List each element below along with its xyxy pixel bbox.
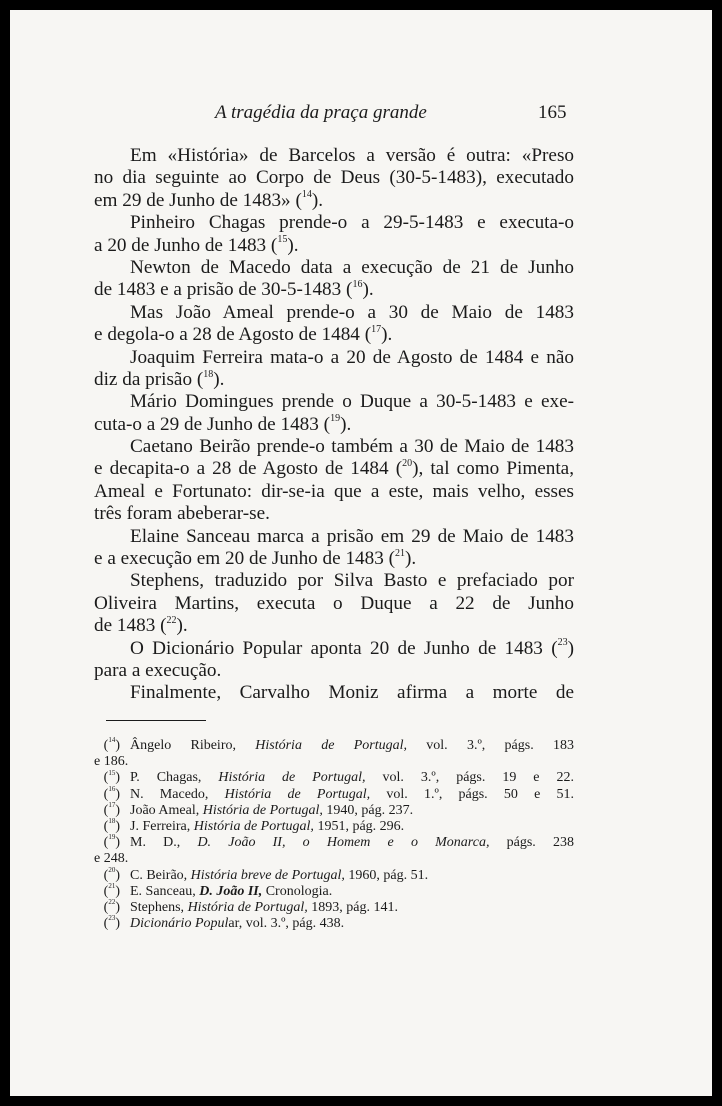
book-page (10, 10, 712, 1096)
text-line: Ameal e Fortunato: dir-se-ia que a este, mais velho, esses (94, 480, 574, 502)
footnote-number: ($^{21}$) (103, 882, 120, 899)
footnote-number: ($^{14}$) (103, 736, 120, 753)
text-line: de 1483 e a prisão de 30-5-1483 ($^{16}$). (94, 278, 374, 301)
footnote-text: João Ameal, História de Portugal, 1940, pág. 237. (130, 802, 414, 818)
footnote-number: ($^{22}$) (103, 898, 120, 915)
footnote-line (94, 835, 574, 851)
footnote-number: ($^{20}$) (103, 865, 120, 883)
text-line: e decapita-o a 28 de Agosto de 1484 ($^{20}$), tal como Pimenta, (94, 458, 574, 480)
text-line: no dia seguinte ao Corpo de Deus (30-5-1483), executado (94, 167, 574, 189)
footnote-line (94, 784, 575, 803)
footnote-number: ($^{15}$) (103, 768, 120, 786)
text-line: Mas João Ameal prende-o a 30 de Maio de 1483 (130, 301, 574, 323)
page-number: 165 (538, 102, 567, 123)
footnote-text: e 186. (94, 754, 129, 770)
body-text (94, 145, 574, 705)
footnote-text: Dicionário Popular, vol. 3.º, pág. 438. (130, 916, 345, 932)
page-header (10, 102, 712, 132)
text-line: Elaine Sanceau marca a prisão em 29 de Maio de 1483 (130, 525, 574, 547)
footnote-text: Ângelo Ribeiro, História de Portugal, vol. 3.º, págs. 183 (130, 738, 574, 753)
text-line: e a execução em 20 de Junho de 1483 ($^{21}$). (94, 547, 417, 570)
text-line: Caetano Beirão prende-o também a 30 de Maio de 1483 (130, 436, 574, 458)
text-line: três foram abeberar-se. (94, 503, 270, 525)
running-title: A tragédia da praça grande (215, 102, 427, 123)
footnote-line (94, 754, 574, 770)
footnote-text: C. Beirão, História breve de Portugal, 1960, pág. 51. (130, 867, 429, 883)
text-line: Newton de Macedo data a execução de 21 de Junho (130, 256, 574, 278)
footnote-text: P. Chagas, História de Portugal, vol. 3.º, págs. 19 e 22. (130, 770, 574, 786)
footnote-text: e 248. (94, 851, 129, 867)
footnote-line (94, 738, 574, 754)
footnote-number: ($^{17}$) (103, 801, 120, 818)
footnotes (94, 738, 574, 932)
text-line: Em «História» de Barcelos a versão é outra: «Preso (130, 145, 574, 166)
footnote-separator (106, 720, 206, 721)
text-line: Mário Domingues prende o Duque a 30-5-1483 e exe- (130, 391, 574, 413)
text-line: diz da prisão ($^{18}$). (94, 368, 225, 390)
footnote-line (94, 851, 574, 867)
text-line: Finalmente, Carvalho Moniz afirma a morte de (130, 682, 574, 704)
footnote-text: E. Sanceau, D. João II, Cronologia. (130, 883, 333, 899)
text-line: Stephens, traduzido por Silva Basto e prefaciado por (130, 570, 574, 592)
footnote-number: ($^{16}$) (103, 784, 120, 802)
footnote-line (94, 900, 574, 916)
text-line: Oliveira Martins, executa o Duque a 22 de Junho (94, 592, 574, 614)
text-line: Pinheiro Chagas prende-o a 29-5-1483 e executa-o (130, 212, 574, 234)
footnote-number: ($^{18}$) (103, 817, 120, 834)
footnote-line (94, 865, 574, 884)
footnote-line (94, 819, 574, 835)
text-line: cuta-o a 29 de Junho de 1483 ($^{19}$). (94, 413, 352, 435)
footnote-line (94, 770, 574, 786)
footnote-line (94, 884, 574, 900)
text-line: para a execução. (94, 659, 222, 681)
text-line: a 20 de Junho de 1483 ($^{15}$). (94, 234, 299, 256)
text-line: em 29 de Junho de 1483» ($^{14}$). (94, 189, 324, 211)
footnote-text: M. D., D. João II, o Homem e o Monarca, págs. 238 (130, 835, 574, 851)
text-line: Joaquim Ferreira mata-o a 20 de Agosto de 1484 e não (130, 346, 574, 368)
footnote-number: ($^{23}$) (103, 914, 120, 932)
footnote-text: Stephens, História de Portugal, 1893, pág. 141. (130, 899, 398, 915)
footnote-text: N. Macedo, História de Portugal, vol. 1.º, págs. 50 e 51. (130, 786, 575, 802)
text-line: e degola-o a 28 de Agosto de 1484 ($^{17}$). (94, 323, 393, 346)
footnote-line (94, 916, 574, 932)
text-line: de 1483 ($^{22}$). (94, 614, 188, 637)
footnote-line (94, 803, 574, 819)
text-line: O Dicionário Popular aponta 20 de Junho de 1483 ($^{23}$) (130, 637, 574, 659)
footnote-text: J. Ferreira, História de Portugal, 1951, pág. 296. (130, 818, 405, 834)
footnote-number: ($^{19}$) (103, 833, 120, 851)
